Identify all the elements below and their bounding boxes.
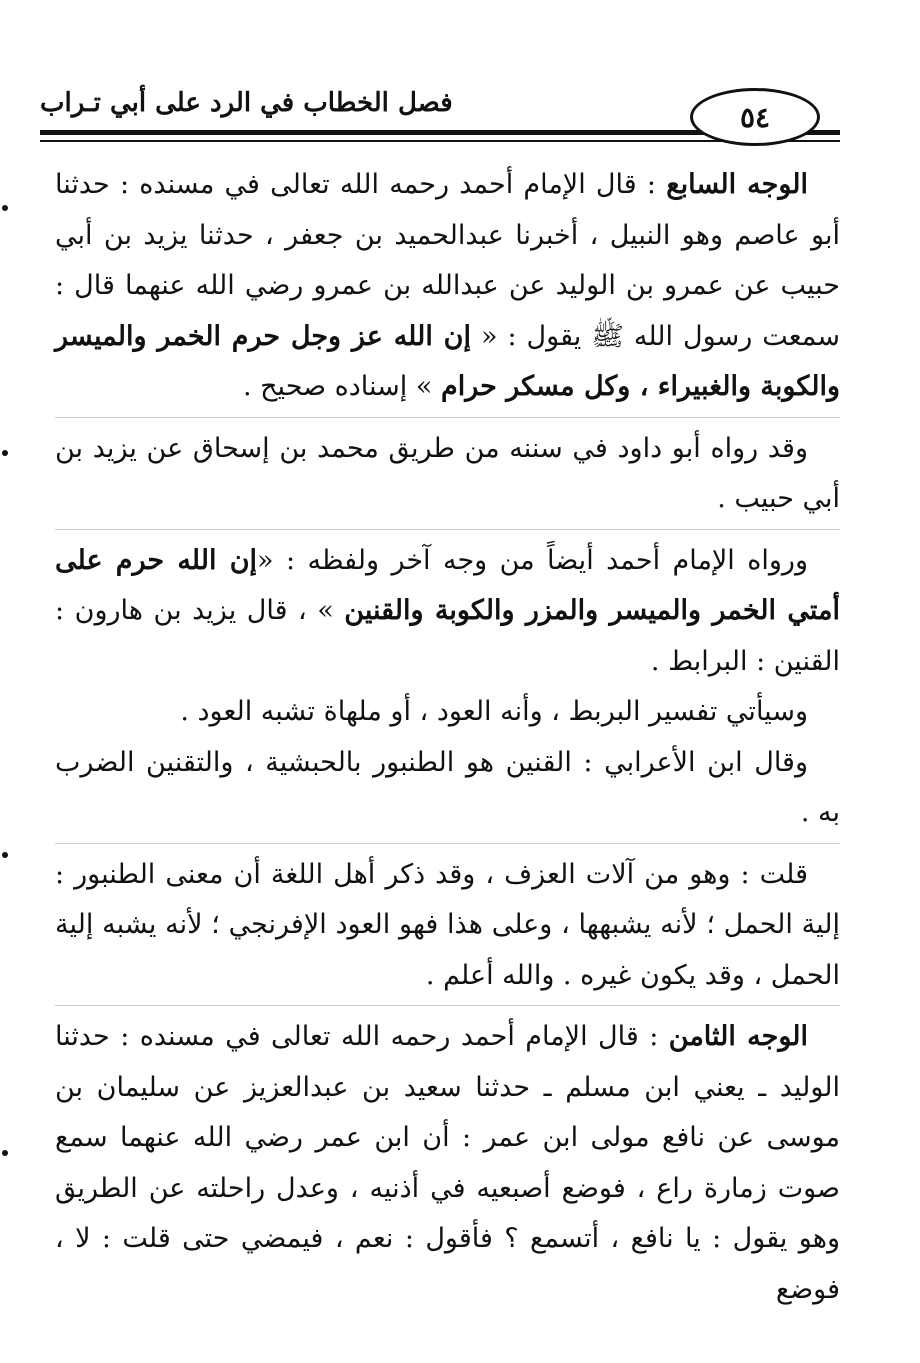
section-label: الوجه الثامن xyxy=(668,1021,808,1052)
hadith-text: إن الله حرم على أمتي الخمر والميسر والمزر والكوبة والقنين xyxy=(55,544,840,626)
hadith-text: إن الله عز وجل حرم الخمر والميسر والكوبة والغبيراء ، وكل مسكر حرام xyxy=(55,320,840,402)
running-header xyxy=(40,78,840,138)
paragraph-abu-dawud: وقد رواه أبو داود في سننه من طريق محمد بن إسحاق عن يزيد بن أبي حبيب . xyxy=(55,432,840,514)
paragraph-text: : قال الإمام أحمد رحمه الله تعالى في مسنده : حدثنا الوليد ـ يعني ابن مسلم ـ حدثنا سعيد بن عبدالعزيز عن سليمان بن موسى عن نافع مولى ابن عمر : أن ابن عمر رضي الله عنهما سمع صوت زمارة راع ، فوضع أصبعيه في أذنيه ، وعدل راحلته عن الطريق وهو يقول : يا نافع ، أتسمع ؟ فأقول : نعم ، فيمضي حتى قلت : لا ، فوضع xyxy=(55,1021,840,1305)
paragraph-comment: قلت : وهو من آلات العزف ، وقد ذكر أهل اللغة أن معنى الطنبور : إلية الحمل ؛ لأنه يشبهها ، وعلى هذا فهو العود الإفرنجي ؛ لأنه يشبه إلية الحمل ، وقد يكون غيره . والله أعلم . xyxy=(55,858,840,991)
paragraph-text: » إسناده صحيح . xyxy=(242,371,441,402)
margin-mark xyxy=(2,852,8,858)
paragraph-barbat: وسيأتي تفسير البربط ، وأنه العود ، أو ملهاة تشبه العود . xyxy=(180,696,808,727)
page-number: ٥٤ xyxy=(690,88,820,146)
paragraph-text: : قال الإمام أحمد رحمه الله تعالى في مسنده : حدثنا أبو عاصم وهو النبيل ، أخبرنا عبدالحميد بن جعفر ، حدثنا يزيد بن أبي حبيب عن عمرو بن الوليد عن عبدالله بن عمرو رضي الله عنهما قال : سمعت رسول الله ﷺ يقول : « xyxy=(55,169,840,352)
paragraph-ahmad-other-route xyxy=(55,536,840,688)
paragraph-eighth-aspect xyxy=(55,1012,840,1315)
margin-mark xyxy=(2,205,8,211)
running-title: فصل الخطاب في الرد على أبي تـراب xyxy=(40,88,453,118)
margin-mark xyxy=(2,450,8,456)
margin-mark xyxy=(2,1150,8,1156)
section-label: الوجه السابع xyxy=(666,169,809,200)
page-body xyxy=(55,160,840,1315)
paragraph-text: » ، قال يزيد بن هارون : القنين : البرابط . xyxy=(55,595,840,677)
paragraph-seventh-aspect xyxy=(55,160,840,413)
paragraph-divider xyxy=(55,417,840,418)
paragraph-ibn-arabi: وقال ابن الأعرابي : القنين هو الطنبور بالحبشية ، والتقنين الضرب به . xyxy=(55,746,840,828)
paragraph-text: ورواه الإمام أحمد أيضاً من وجه آخر ولفظه : « xyxy=(257,544,808,576)
paragraph-divider xyxy=(55,1005,840,1006)
paragraph-divider xyxy=(55,529,840,530)
paragraph-divider xyxy=(55,843,840,844)
